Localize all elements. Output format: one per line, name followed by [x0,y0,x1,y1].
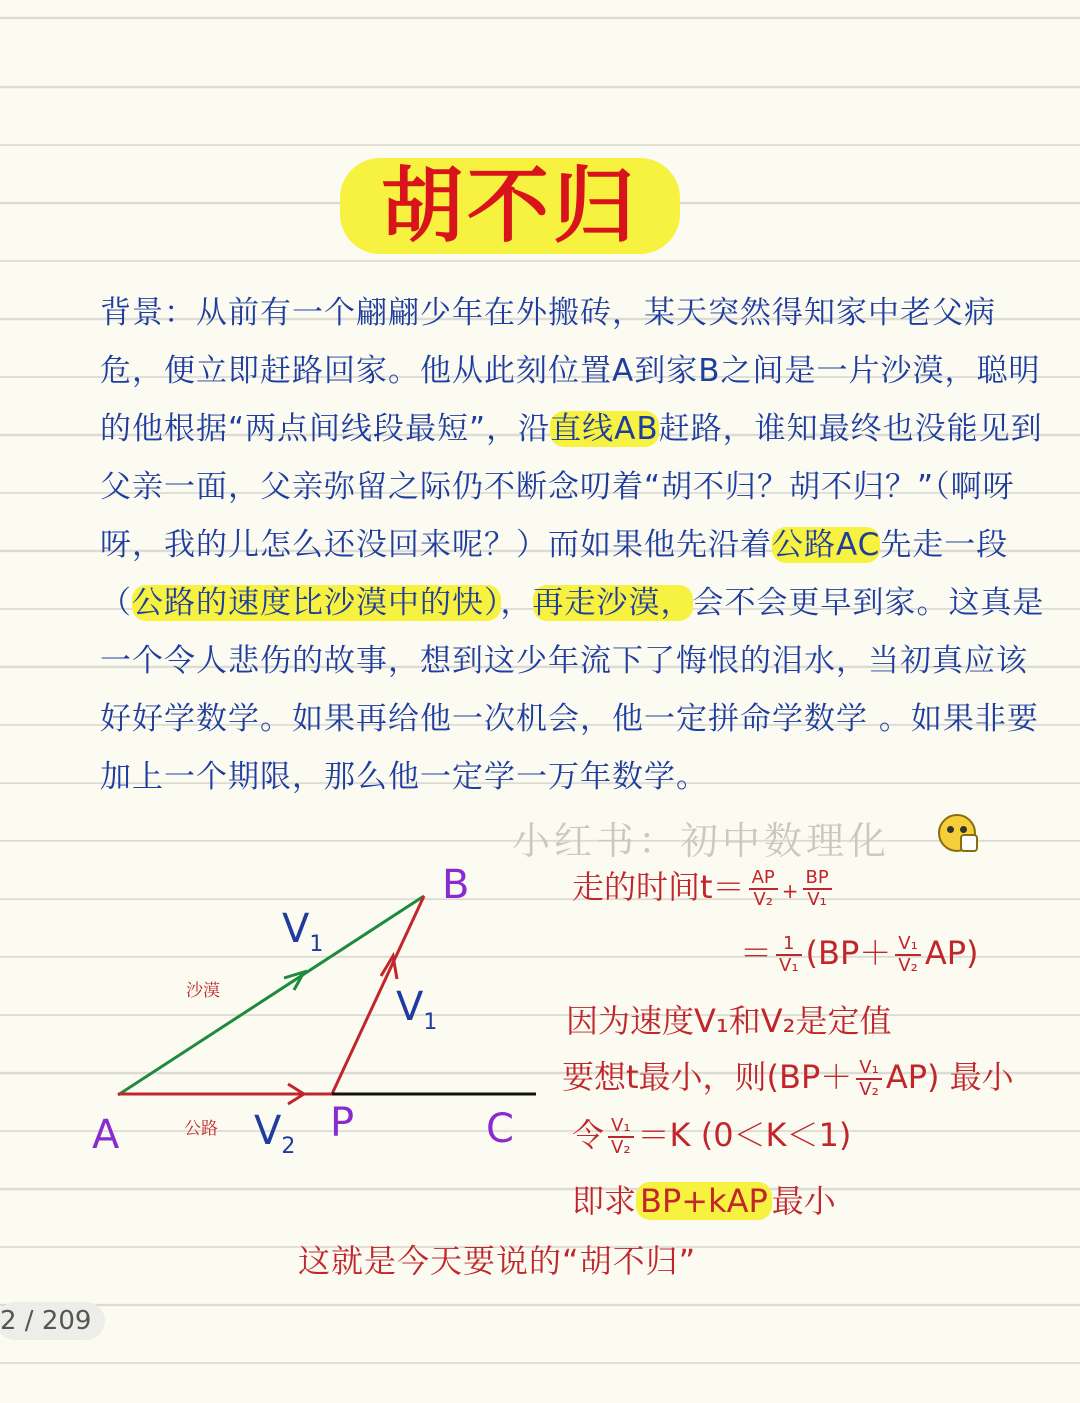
point-c-label: C [486,1106,514,1152]
story-text-3: 先走一段（ [100,527,1009,621]
time-formula: 走的时间t＝ $\frac{AP}{\text{V₂}}$ + $\frac{BP}{\text{V₁}}$ [572,862,836,910]
page-counter: 2 / 209 [0,1302,105,1340]
arrow-pb [381,956,397,979]
thumbs-up-emoji-icon [938,814,976,852]
story-highlight-ab: 直线AB [550,411,659,447]
point-p-label: P [330,1100,355,1146]
desert-label: 沙漠 [186,981,220,1001]
watermark: 小红书：初中数理化 [512,819,891,863]
story-highlight-desert: 再走沙漠， [532,585,693,621]
page-title: 胡不归 [380,158,639,254]
story-text-5: 会不会更早到家。这真是一个令人悲伤的故事，想到这少年流下了悔恨的泪水，当初真应该好好学数学。如果再给他一次机会，他一定拼命学数学 。如果非要加上一个期限，那么他一定学一万年数学。 [100,585,1045,795]
minimize-note: 要想t最小，则(BP＋ $\frac{\text{V₁}}{\text{V₂}}$ AP) 最小 [562,1057,1014,1100]
fraction-v1-v2-b: $\frac{\text{V₁}}{\text{V₂}}$ [856,1058,882,1100]
story-highlight-speed: 公路的速度比沙漠中的快） [132,585,501,621]
story-text-2: 赶路，谁知最终也没能见到父亲一面，父亲弥留之际仍不断念叨着“胡不归？胡不归？”（啊呀呀，我的儿怎么还没回来呢？）而如果他先沿着 [100,411,1043,563]
point-b-label: B [442,862,470,908]
v1-desert-label: $V_1$ [282,906,324,957]
fraction-v1-v2: $\frac{\text{V₁}}{\text{V₂}}$ [895,934,921,976]
goal-statement: 即求 BP+kAP 最小 [572,1182,836,1220]
fraction-bp-v1: $\frac{BP}{\text{V₁}}$ [803,868,832,910]
time-formula-simplified: ＝ $\frac{1}{\text{V₁}}$ (BP＋ $\frac{\text{V₁}}{\text{V₂}}$ AP) [740,933,979,976]
fraction-ap-v2: $\frac{AP}{\text{V₂}}$ [749,868,778,910]
fraction-v1-v2-c: $\frac{\text{V₁}}{\text{V₂}}$ [608,1116,634,1158]
k-definition: 令 $\frac{\text{V₁}}{\text{V₂}}$ ＝K (0＜K＜1) [572,1115,852,1158]
story-highlight-ac: 公路AC [772,527,881,563]
point-a-label: A [92,1112,120,1158]
fraction-1-v1: $\frac{1}{\text{V₁}}$ [776,934,802,976]
v1-pb-label: $V_1$ [396,984,438,1035]
v2-road-label: $V_2$ [254,1108,296,1159]
constant-speed-note: 因为速度V₁和V₂是定值 [566,1002,892,1040]
goal-highlight: BP+kAP [636,1182,772,1220]
conclusion-text: 这就是今天要说的“胡不归” [298,1242,697,1280]
story-text-1: 背景：从前有一个翩翩少年在外搬砖，某天突然得知家中老父病危，便立即赶路回家。他从此刻位置A到家B之间是一片沙漠，聪明的他根据“两点间线段最短”，沿 [100,295,1041,447]
story-text-4: ， [500,585,533,621]
story-paragraph [100,284,1045,806]
road-label: 公路 [184,1119,218,1139]
